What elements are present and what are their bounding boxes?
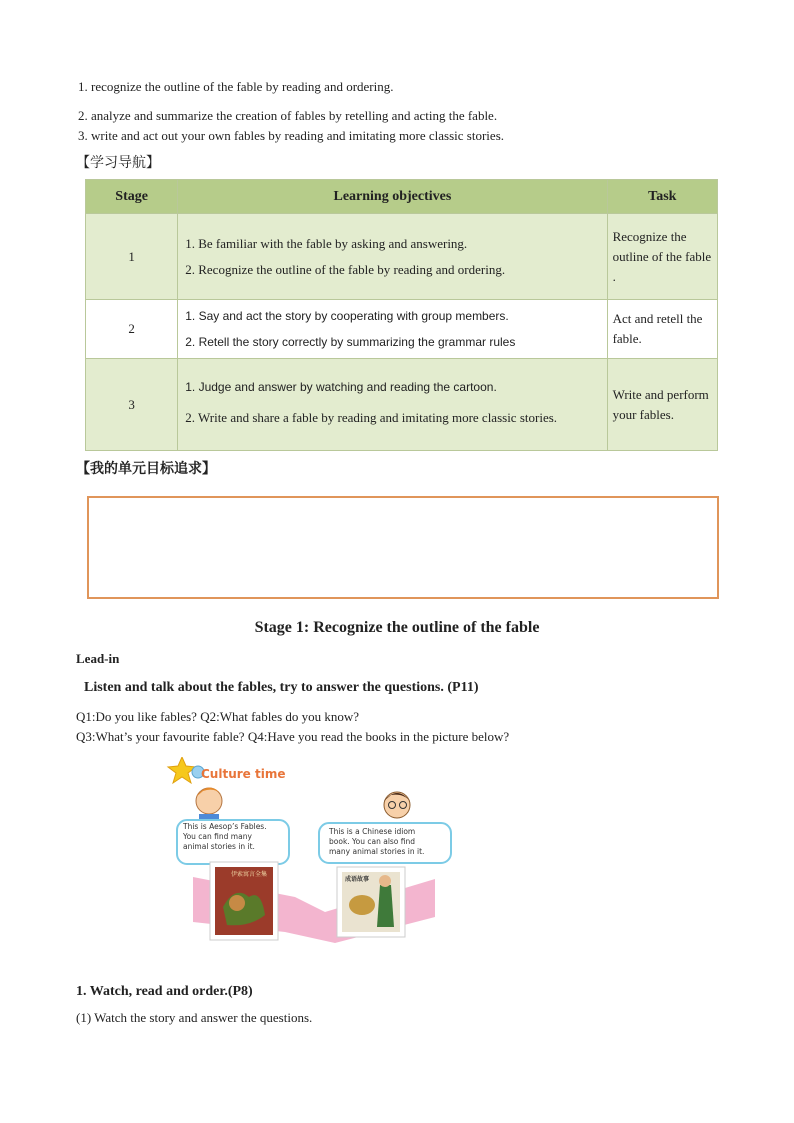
book-right-title: 成语故事 xyxy=(345,876,370,883)
question-line-1: Q1:Do you like fables? Q2:What fables do you know? xyxy=(76,709,360,724)
objectives-cell xyxy=(178,300,607,359)
stage-cell: 3 xyxy=(86,359,178,451)
table-row xyxy=(86,214,718,300)
stage-cell: 2 xyxy=(86,300,178,359)
objective-2: 2. analyze and summarize the creation of fables by retelling and acting the fable. xyxy=(78,108,498,123)
objectives-cell xyxy=(178,359,607,451)
header-objectives: Learning objectives xyxy=(178,180,607,214)
objective-line: 2. Retell the story correctly by summarizing the grammar rules xyxy=(185,335,516,349)
book-left-title: 伊索寓言全集 xyxy=(231,871,268,878)
task-cell: Act and retell the fable. xyxy=(607,300,717,359)
objective-line: 1. Judge and answer by watching and reading the cartoon. xyxy=(185,379,497,394)
leadin-heading: Lead-in xyxy=(76,651,120,666)
table-row xyxy=(86,359,718,451)
culture-time-picture xyxy=(165,757,465,943)
nav-heading: 【学习导航】 xyxy=(76,155,160,171)
table-row xyxy=(86,300,718,359)
objectives-table xyxy=(85,179,718,451)
objective-line: 1. Say and act the story by cooperating with group members. xyxy=(185,309,509,323)
question-line-2: Q3:What’s your favourite fable? Q4:Have you read the books in the picture below? xyxy=(76,729,510,744)
objectives-cell xyxy=(178,214,607,300)
objective-line: 1. Be familiar with the fable by asking and answering. xyxy=(185,235,468,251)
header-task: Task xyxy=(607,180,717,214)
objective-line: 2. Recognize the outline of the fable by reading and ordering. xyxy=(185,261,506,277)
leadin-instruction: Listen and talk about the fables, try to answer the questions. (P11) xyxy=(84,680,479,695)
stage-cell: 1 xyxy=(86,214,178,300)
section1-heading: 1. Watch, read and order.(P8) xyxy=(76,984,253,999)
objective-line: 2. Write and share a fable by reading and imitating more classic stories. xyxy=(185,409,558,425)
objective-1: 1. recognize the outline of the fable by reading and ordering. xyxy=(78,79,394,94)
task-cell: Recognize the outline of the fable . xyxy=(607,214,717,300)
culture-time-banner: Culture time xyxy=(201,767,286,781)
section1-sub: (1) Watch the story and answer the questions. xyxy=(76,1010,313,1025)
stage1-title: Stage 1: Recognize the outline of the fable xyxy=(254,619,540,636)
bubble-left: This is Aesop’s Fables. You can find many animal stories in it. xyxy=(183,822,267,851)
header-stage: Stage xyxy=(86,180,178,214)
bubble-right: This is a Chinese idiom book. You can also find many animal stories in it. xyxy=(329,827,425,856)
objective-3: 3. write and act out your own fables by reading and imitating more classic stories. xyxy=(78,128,504,143)
task-cell: Write and perform your fables. xyxy=(607,359,717,451)
goal-heading: 【我的单元目标追求】 xyxy=(76,461,216,477)
goal-input-box[interactable] xyxy=(87,496,719,599)
